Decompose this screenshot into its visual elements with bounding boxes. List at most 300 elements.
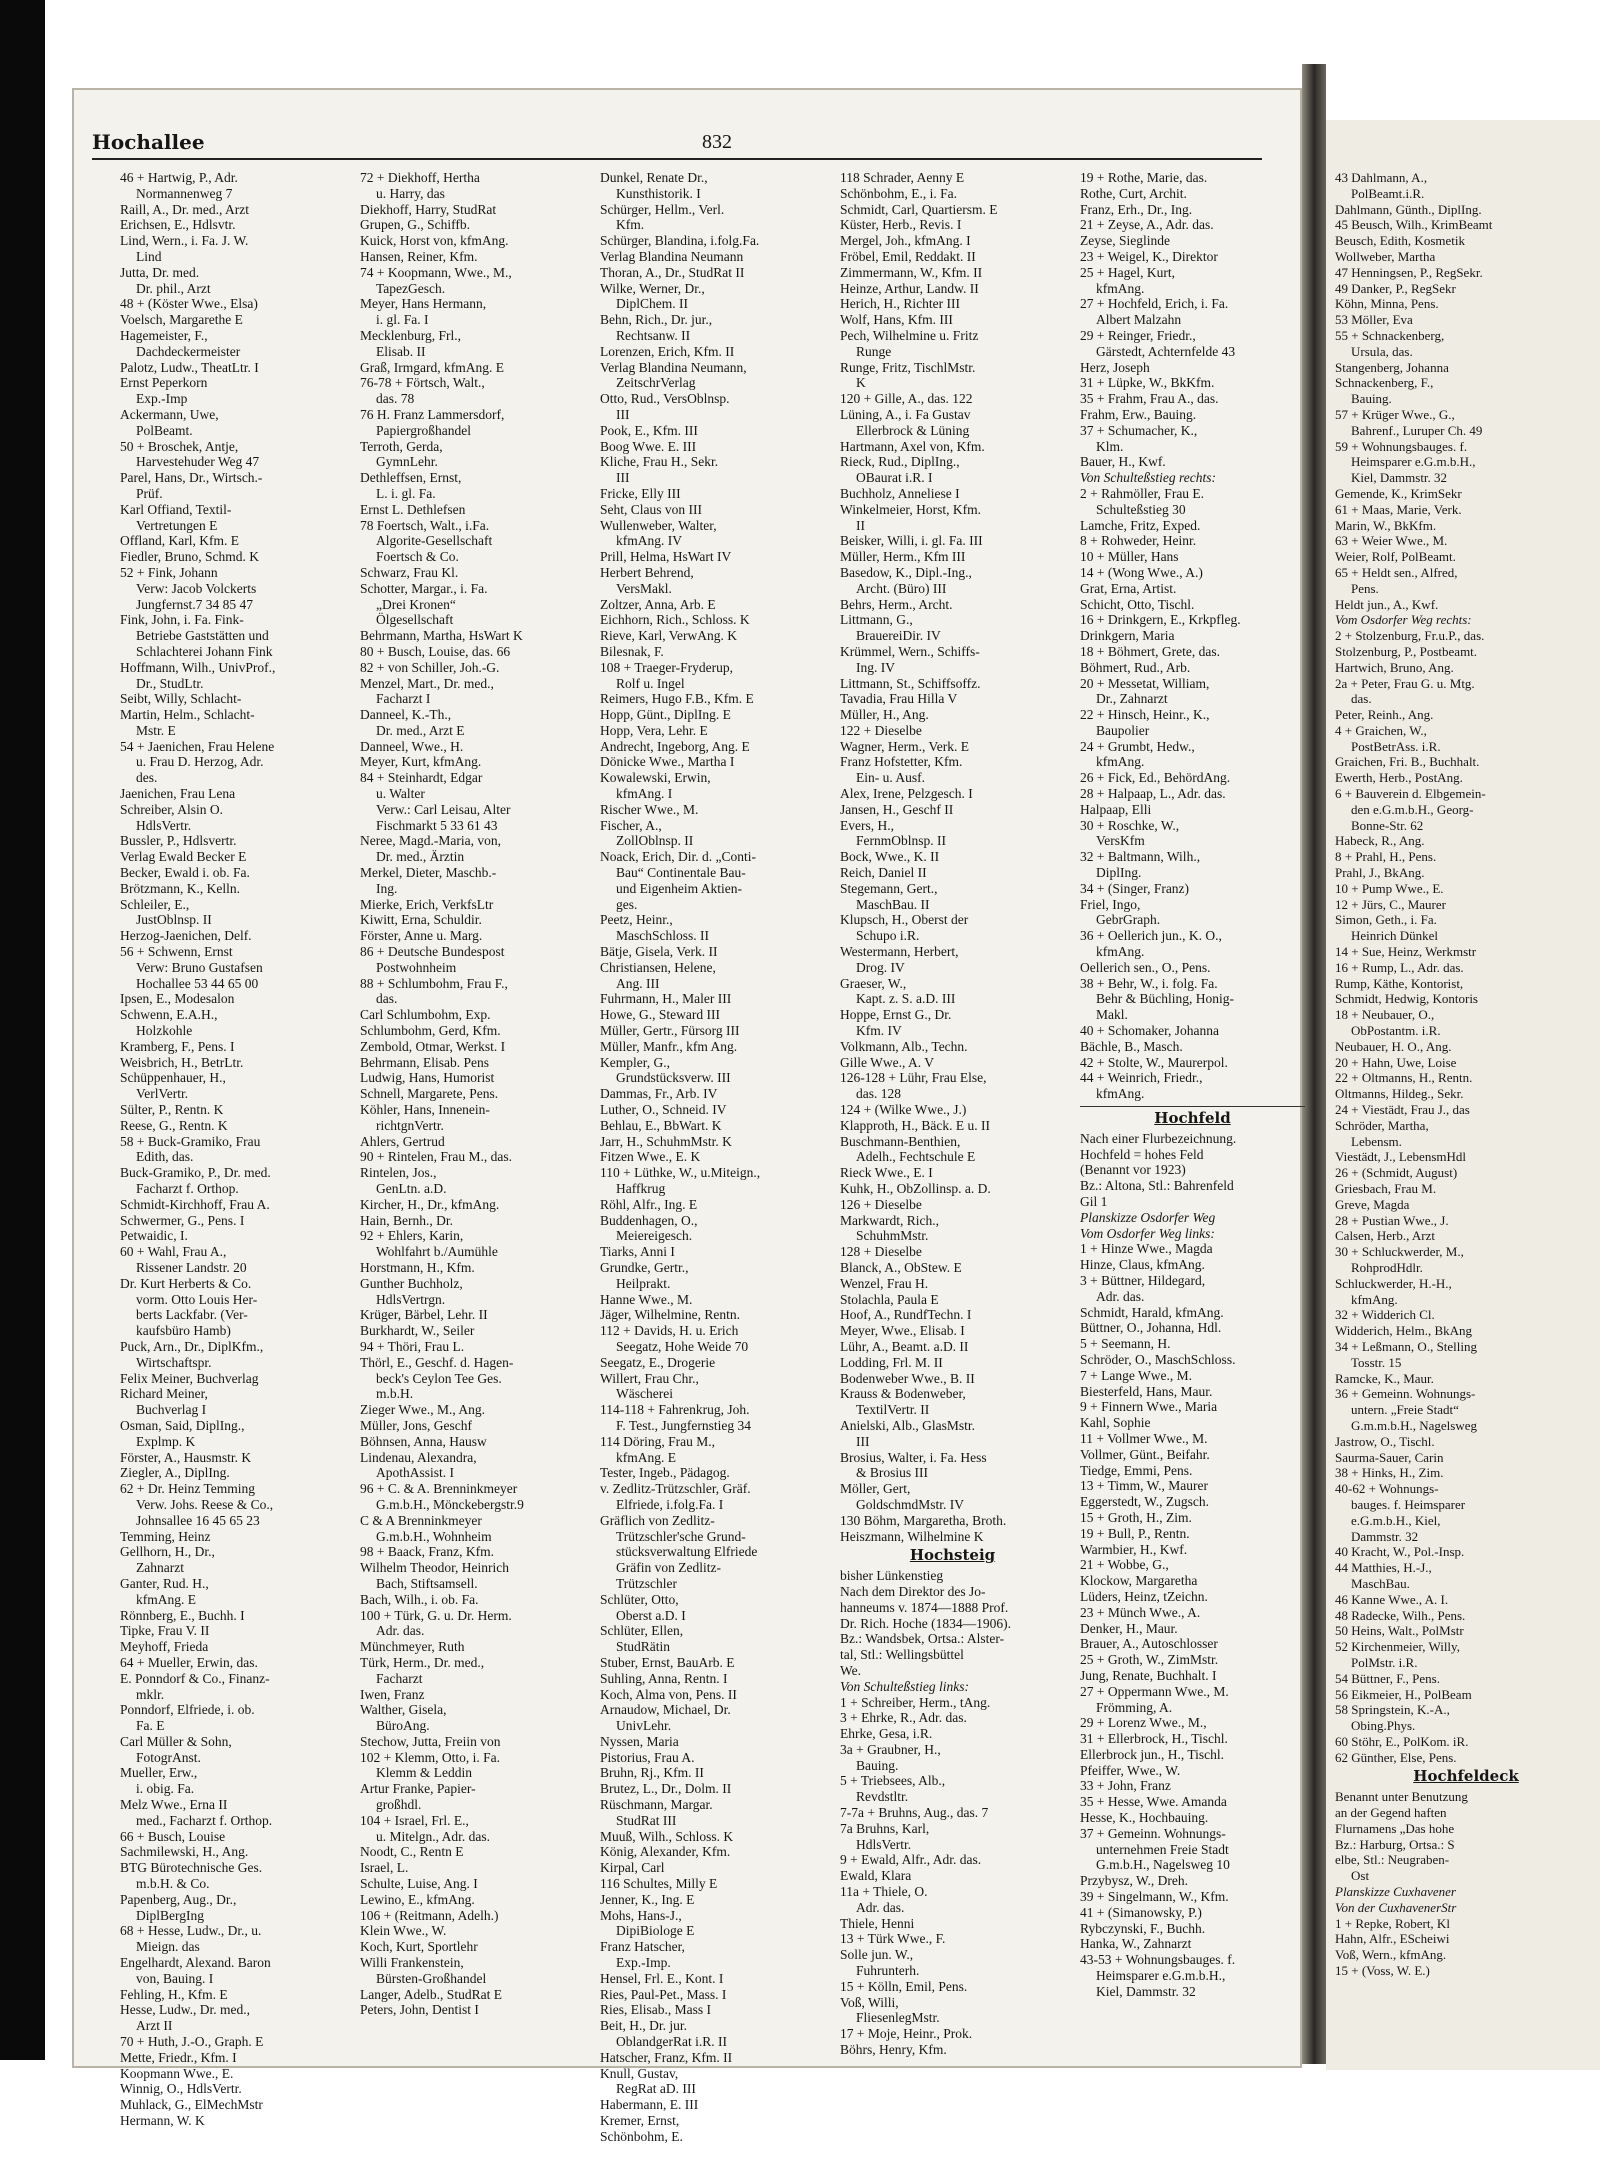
book-spine (1302, 64, 1326, 2064)
directory-entry: u. Walter (376, 786, 425, 802)
directory-entry: Förster, Anne u. Marg. (360, 928, 483, 944)
directory-entry: Palotz, Ludw., TheatLtr. I (120, 359, 259, 375)
directory-entry: Jutta, Dr. med. (120, 264, 200, 280)
directory-entry: „Drei Kronen“ (376, 596, 456, 612)
directory-entry: Hopp, Günt., DiplIng. E (600, 707, 731, 723)
directory-entry: Meyhoff, Frieda (120, 1639, 209, 1655)
directory-entry: Schupo i.R. (856, 928, 920, 944)
directory-entry: Halpaap, Elli (1080, 801, 1152, 817)
directory-entry: Kuick, Horst von, kfmAng. (360, 233, 509, 249)
directory-entry: Vom Osdorfer Weg rechts: (1335, 612, 1472, 628)
section-divider (1080, 1106, 1305, 1107)
directory-entry: Haffkrug (616, 1181, 666, 1196)
directory-entry: Noodt, C., Rentn E (360, 1844, 464, 1860)
directory-entry: 50 + Broschek, Antje, (120, 438, 239, 454)
directory-entry: 44 + Weinrich, Friedr., (1080, 1070, 1203, 1086)
directory-entry: Rybczynski, F., Buchh. (1080, 1920, 1206, 1936)
directory-entry: GymnLehr. (376, 454, 438, 470)
directory-entry: 17 + Moje, Heinr., Prok. (840, 2026, 973, 2042)
directory-entry: BüroAng. (376, 1718, 430, 1734)
directory-entry: Algorite-Gesellschaft (376, 533, 493, 549)
directory-entry: Schlumbohm, Gerd, Kfm. (360, 1023, 501, 1039)
directory-entry: Grundke, Gertr., (600, 1259, 689, 1275)
directory-entry: Facharzt I (376, 691, 431, 707)
directory-entry: e.G.m.b.H., Kiel, (1351, 1512, 1441, 1528)
directory-entry: Normannenweg 7 (136, 185, 233, 201)
directory-entry: untern. „Freie Stadt“ (1351, 1402, 1459, 1418)
directory-entry: Krümmel, Wern., Schiffs- (840, 643, 980, 659)
directory-entry: Buck-Gramiko, P., Dr. med. (120, 1165, 271, 1181)
directory-entry: Bruhn, Rj., Kfm. II (600, 1765, 704, 1781)
directory-entry: Dunkel, Renate Dr., (600, 170, 708, 185)
directory-entry: Mohs, Hans-J., (600, 1907, 682, 1923)
directory-entry: Schotter, Margar., i. Fa. (360, 580, 488, 596)
directory-entry: Temming, Heinz (120, 1528, 211, 1544)
directory-entry: das. 128 (856, 1086, 901, 1102)
directory-entry: 96 + C. & A. Brenninkmeyer (360, 1481, 518, 1497)
directory-entry: Kiwitt, Erna, Schuldir. (360, 912, 482, 928)
directory-entry: 37 + Gemeinn. Wohnungs- (1080, 1825, 1226, 1841)
directory-entry: Arnaudow, Michael, Dr. (600, 1702, 731, 1718)
directory-entry: MaschBau. (1351, 1575, 1410, 1591)
directory-entry: Wolf, Hans, Kfm. III (840, 312, 953, 328)
directory-entry: Habeck, R., Ang. (1335, 833, 1425, 849)
directory-entry: Raill, A., Dr. med., Arzt (120, 201, 249, 217)
directory-entry: Buschmann-Benthien, (840, 1133, 961, 1149)
directory-entry: Frahm, Erw., Bauing. (1080, 406, 1197, 422)
directory-entry: Gemende, K., KrimSekr (1335, 485, 1462, 501)
directory-entry: 60 Stöhr, E., PolKom. iR. (1335, 1733, 1469, 1749)
directory-entry: 116 Schultes, Milly E (600, 1876, 718, 1892)
directory-entry: Lebensm. (1351, 1133, 1402, 1149)
directory-entry: ZeitschrVerlag (616, 375, 696, 391)
directory-entry: 25 + Hagel, Kurt, (1080, 264, 1175, 280)
directory-entry: Rischer Wwe., M. (600, 801, 699, 817)
directory-entry: Schwermer, G., Pens. I (120, 1212, 245, 1228)
directory-entry: 32 + Baltmann, Wilh., (1080, 849, 1201, 865)
directory-entry: UnivLehr. (616, 1718, 672, 1734)
directory-entry: Hanne Wwe., M. (600, 1291, 693, 1307)
directory-entry: 56 Eikmeier, H., PolBeam (1335, 1686, 1472, 1702)
directory-entry: Heimsparer e.G.m.b.H., (1096, 1968, 1226, 1984)
directory-entry: Frömming, A. (1096, 1699, 1173, 1715)
directory-entry: Holzkohle (136, 1023, 193, 1039)
directory-entry: Otto, Rud., VersOblnsp. (600, 391, 730, 407)
directory-entry: 47 Henningsen, P., RegSekr. (1335, 264, 1483, 280)
directory-entry: Peters, John, Dentist I (360, 2002, 479, 2018)
directory-entry: 26 + (Schmidt, August) (1335, 1165, 1458, 1181)
directory-entry: 102 + Klemm, Otto, i. Fa. (360, 1749, 500, 1765)
directory-entry: Von Schulteßstieg rechts: (1080, 470, 1216, 486)
directory-entry: Dethleffsen, Ernst, (360, 470, 462, 486)
directory-entry: Parel, Hans, Dr., Wirtsch.- (120, 470, 263, 486)
directory-entry: Tiedge, Emmi, Pens. (1080, 1462, 1193, 1478)
directory-entry: Papiergroßhandel (376, 422, 471, 438)
directory-entry: Meyer, Wwe., Elisab. I (840, 1323, 965, 1339)
directory-entry: 72 + Diekhoff, Hertha (360, 170, 480, 185)
directory-entry: Bauer, H., Kwf. (1080, 454, 1166, 470)
directory-entry: GenLtn. a.D. (376, 1181, 447, 1196)
directory-entry: 38 + Behr, W., i. folg. Fa. (1080, 975, 1218, 991)
directory-entry: Schmidt, Carl, Quartiersm. E (840, 201, 998, 217)
directory-entry: Anielski, Alb., GlasMstr. (840, 1417, 976, 1433)
directory-entry: Fitzen Wwe., E. K (600, 1149, 701, 1165)
directory-entry: 68 + Hesse, Ludw., Dr., u. (120, 1923, 262, 1939)
directory-entry: Prüf. (136, 485, 163, 501)
directory-entry: das. (376, 991, 398, 1007)
directory-entry: Gräflich von Zedlitz- (600, 1512, 715, 1528)
directory-entry: Vom Osdorfer Weg links: (1080, 1225, 1215, 1241)
directory-entry: Pfeiffer, Wwe., W. (1080, 1762, 1181, 1778)
directory-entry: 27 + Hochfeld, Erich, i. Fa. (1080, 296, 1229, 312)
directory-entry: Wenzel, Frau H. (840, 1275, 929, 1291)
directory-entry: Wirtschaftspr. (136, 1354, 212, 1370)
directory-entry: Offland, Karl, Kfm. E (120, 533, 239, 549)
directory-entry: kfmAng. E (136, 1591, 196, 1607)
directory-entry: Von der CuxhavenerStr (1335, 1899, 1457, 1915)
directory-entry: 1 + Schreiber, Herm., tAng. (840, 1694, 991, 1710)
directory-entry: 50 Heins, Walt., PolMstr (1335, 1623, 1464, 1639)
directory-entry: Seegatz, Hohe Weide 70 (616, 1338, 749, 1354)
directory-entry: 2a + Peter, Frau G. u. Mtg. (1335, 675, 1475, 691)
directory-entry: m.b.H. & Co. (136, 1876, 210, 1892)
directory-entry: u. Mitelgn., Adr. das. (376, 1828, 490, 1844)
directory-entry: 15 + Groth, H., Zim. (1080, 1509, 1192, 1525)
directory-entry: u. Harry, das (376, 185, 445, 201)
directory-entry: i. obig. Fa. (136, 1781, 195, 1797)
directory-entry: Flurnamens „Das hohe (1335, 1820, 1455, 1836)
directory-entry: Müller, Jons, Geschf (360, 1417, 472, 1433)
directory-entry: Fricke, Elly III (600, 485, 681, 501)
directory-entry: 10 + Pump Wwe., E. (1335, 880, 1444, 896)
directory-entry: Runge (856, 343, 892, 359)
directory-entry: ApothAssist. I (376, 1465, 455, 1481)
directory-entry: 4 + Graichen, W., (1335, 722, 1427, 738)
directory-entry: Kunsthistorik. I (616, 185, 701, 201)
directory-entry: Ölgesellschaft (376, 612, 454, 628)
directory-entry: kfmAng. E (616, 1449, 676, 1465)
directory-entry: Elfriede, i.folg.Fa. I (616, 1496, 724, 1512)
directory-entry: 52 + Fink, Johann (120, 564, 218, 580)
directory-entry: 100 + Türk, G. u. Dr. Herm. (360, 1607, 512, 1623)
directory-entry: Facharzt f. Orthop. (136, 1181, 239, 1196)
directory-entry: Boog Wwe. E. III (600, 438, 697, 454)
directory-entry: Klockow, Margaretha (1080, 1573, 1198, 1589)
directory-entry: Ehrke, Gesa, i.R. (840, 1726, 933, 1742)
directory-entry: Adelh., Fechtschule E (856, 1149, 976, 1165)
directory-entry: 88 + Schlumbohm, Frau F., (360, 975, 508, 991)
directory-entry: Kremer, Ernst, (600, 2113, 680, 2129)
directory-entry: Danneel, K.-Th., (360, 707, 452, 723)
directory-entry: Denker, H., Maur. (1080, 1620, 1178, 1636)
directory-entry: Graichen, Fri. B., Buchhalt. (1335, 754, 1480, 770)
directory-entry: Ramcke, K., Maur. (1335, 1370, 1434, 1386)
directory-entry: Lühr, A., Beamt. a.D. II (840, 1338, 969, 1354)
directory-entry: Kiel, Dammstr. 32 (1096, 1983, 1196, 1999)
directory-entry: Krauss & Bodenweber, (840, 1386, 966, 1402)
directory-entry: kfmAng. (1351, 1291, 1398, 1307)
directory-entry: HdlsVertr. (856, 1836, 912, 1852)
directory-entry: Brauer, A., Autoschlosser (1080, 1636, 1218, 1652)
directory-entry: u. Frau D. Herzog, Adr. (136, 754, 264, 770)
directory-entry: Thoran, A., Dr., StudRat II (600, 264, 745, 280)
directory-entry: Fehling, H., Kfm. E (120, 1986, 228, 2002)
directory-entry: Horstmann, H., Kfm. (360, 1259, 475, 1275)
directory-entry: Papenberg, Aug., Dr., (120, 1891, 237, 1907)
directory-entry: Becker, Ewald i. ob. Fa. (120, 865, 250, 881)
directory-entry: König, Alexander, Kfm. (600, 1844, 731, 1860)
directory-entry: 86 + Deutsche Bundespost (360, 944, 505, 960)
directory-entry: Hopp, Vera, Lehr. E (600, 722, 708, 738)
directory-entry: DipiBiologe E (616, 1923, 695, 1939)
directory-entry: Seibt, Willy, Schlacht- (120, 691, 242, 707)
directory-entry: Reese, G., Rentn. K (120, 1117, 228, 1133)
directory-entry: Kircher, H., Dr., kfmAng. (360, 1196, 500, 1212)
directory-entry: Rönnberg, E., Buchh. I (120, 1607, 245, 1623)
directory-entry: 80 + Busch, Louise, das. 66 (360, 643, 511, 659)
directory-entry: 59 + Wohnungsbauges. f. (1335, 438, 1468, 454)
directory-entry: Neubauer, H. O., Ang. (1335, 1038, 1452, 1054)
directory-entry: Littmann, G., (840, 612, 913, 628)
directory-entry: Bussler, P., Hdlsvertr. (120, 833, 237, 849)
directory-entry: Exp.-Imp. (616, 1955, 671, 1971)
directory-entry: Ziegler, A., DiplIng. (120, 1465, 230, 1481)
directory-entry: C & A Brenninkmeyer (360, 1512, 482, 1528)
directory-entry: Artur Franke, Papier- (360, 1781, 476, 1797)
directory-entry: 8 + Prahl, H., Pens. (1335, 849, 1437, 865)
directory-entry: Schürger, Hellm., Verl. (600, 201, 725, 217)
directory-entry: Martin, Helm., Schlacht- (120, 707, 255, 723)
directory-entry: Runge, Fritz, TischlMstr. (840, 359, 976, 375)
directory-entry: stücksverwaltung Elfriede (616, 1544, 758, 1560)
directory-entry: Dönicke Wwe., Martha I (600, 754, 735, 770)
directory-entry: 18 + Neubauer, O., (1335, 1007, 1435, 1023)
directory-entry: Merkel, Dieter, Maschb.- (360, 865, 497, 881)
directory-entry: Bahrenf., Luruper Ch. 49 (1351, 422, 1483, 438)
directory-entry: Müller, H., Ang. (840, 707, 929, 723)
directory-entry: Heinze, Arthur, Landw. II (840, 280, 979, 296)
column-1 (120, 170, 345, 2129)
directory-entry: G.m.b.H., Nagelsweg 10 (1096, 1857, 1230, 1873)
directory-entry: Carl Müller & Sohn, (120, 1733, 232, 1749)
directory-entry: Koch, Kurt, Sportlehr (360, 1939, 478, 1955)
directory-entry: Kiel, Dammstr. 32 (1351, 470, 1448, 486)
directory-entry: Lewino, E., kfmAng. (360, 1891, 475, 1907)
column-5-entries (1080, 170, 1305, 1102)
directory-entry: III (616, 406, 630, 422)
directory-entry: StudRätin (616, 1639, 671, 1655)
directory-entry: Greve, Magda (1335, 1196, 1410, 1212)
directory-entry: kfmAng. (1096, 1086, 1145, 1102)
directory-entry: II (856, 517, 865, 533)
directory-entry: ges. (616, 896, 638, 912)
directory-entry: 124 + (Wilke Wwe., J.) (840, 1102, 967, 1118)
directory-entry: OblandgerRat i.R. II (616, 2034, 727, 2050)
directory-entry: v. Zedlitz-Trützschler, Gräf. (600, 1481, 751, 1497)
directory-entry: 7a Bruhns, Karl, (840, 1820, 930, 1836)
directory-entry: kfmAng. (1096, 944, 1145, 960)
directory-entry: 64 + Mueller, Erwin, das. (120, 1654, 258, 1670)
directory-entry: Ponndorf, Elfriede, i. ob. (120, 1702, 255, 1718)
directory-entry: 5 + Seemann, H. (1080, 1336, 1171, 1352)
directory-entry: 36 + Oellerich jun., K. O., (1080, 928, 1222, 944)
directory-entry: Ganter, Rud. H., (120, 1575, 209, 1591)
directory-entry: Krüger, Bärbel, Lehr. II (360, 1307, 488, 1323)
directory-entry: Oberst a.D. I (616, 1607, 686, 1623)
directory-entry: RegRat aD. III (616, 2081, 696, 2097)
directory-entry: Puck, Arn., Dr., DiplKfm., (120, 1338, 264, 1354)
directory-entry: Behrmann, Elisab. Pens (360, 1054, 489, 1070)
directory-entry: Wäscherei (616, 1386, 673, 1402)
directory-entry: des. (136, 770, 158, 786)
directory-entry: Röhl, Alfr., Ing. E (600, 1196, 698, 1212)
directory-entry: 90 + Rintelen, Frau M., das. (360, 1149, 512, 1165)
directory-entry: Franz Hofstetter, Kfm. (840, 754, 963, 770)
directory-entry: 11 + Vollmer Wwe., M. (1080, 1430, 1208, 1446)
directory-entry: Ursula, das. (1351, 343, 1413, 359)
street-title: Hochallee (92, 130, 205, 154)
directory-entry: Herzog-Jaenichen, Delf. (120, 928, 252, 944)
directory-entry: Drog. IV (856, 959, 905, 975)
directory-entry: Klemm & Leddin (376, 1765, 472, 1781)
directory-entry: Hanka, W., Zahnarzt (1080, 1936, 1192, 1952)
directory-entry: Rüschmann, Margar. (600, 1797, 713, 1813)
directory-entry: Baupolier (1096, 722, 1150, 738)
directory-entry: Dr. med., Ärztin (376, 849, 465, 865)
directory-entry: Gellhorn, H., Dr., (120, 1544, 215, 1560)
directory-entry: kaufsbüro Hamb) (136, 1323, 231, 1339)
directory-entry: Ewerth, Herb., PostAng. (1335, 770, 1463, 786)
directory-entry: 14 + (Wong Wwe., A.) (1080, 564, 1203, 580)
directory-entry: Bürsten-Großhandel (376, 1970, 487, 1986)
directory-entry: Albert Malzahn (1096, 312, 1182, 328)
section-heading-hochsteig: Hochsteig (909, 1548, 996, 1565)
directory-entry: Schlüter, Ellen, (600, 1623, 684, 1639)
directory-entry: 56 + Schwenn, Ernst (120, 944, 233, 960)
directory-entry: Jung, Renate, Buchhalt. I (1080, 1667, 1217, 1683)
directory-entry: Friel, Ingo, (1080, 896, 1141, 912)
section-heading-hochfeldeck: Hochfeldeck (1413, 1769, 1519, 1786)
directory-entry: Wohlfahrt b./Aumühle (376, 1244, 498, 1260)
directory-entry: Hartwich, Bruno, Ang. (1335, 659, 1454, 675)
directory-entry: Suhling, Anna, Rentn. I (600, 1670, 728, 1686)
directory-entry: 108 + Traeger-Fryderup, (600, 659, 733, 675)
directory-entry: Burkhardt, W., Seiler (360, 1323, 475, 1339)
directory-entry: Widderich, Helm., BkAng (1335, 1323, 1473, 1339)
directory-entry: 28 + Halpaap, L., Adr. das. (1080, 786, 1226, 802)
directory-entry: Schluckwerder, H.-H., (1335, 1275, 1452, 1291)
directory-entry: Ackermann, Uwe, (120, 406, 219, 422)
directory-entry: ZollOblnsp. II (616, 833, 694, 849)
directory-entry: Hermann, W. K (120, 2113, 205, 2129)
directory-entry: Schleiler, E., (120, 896, 190, 912)
directory-entry: Drinkgern, Maria (1080, 628, 1175, 644)
directory-entry: Volkmann, Alb., Techn. (840, 1038, 968, 1054)
directory-entry: FotogrAnst. (136, 1749, 201, 1765)
directory-entry: Ost (1351, 1868, 1370, 1884)
directory-entry: 1 + Hinze Wwe., Magda (1080, 1241, 1213, 1257)
directory-entry: 122 + Dieselbe (840, 722, 922, 738)
directory-entry: Warmbier, H., Kwf. (1080, 1541, 1188, 1557)
directory-entry: 24 + Viestädt, Frau J., das (1335, 1102, 1470, 1118)
directory-entry: Muuß, Wilh., Schloss. K (600, 1828, 734, 1844)
directory-entry: Verw: Jacob Volckerts (136, 580, 257, 596)
directory-entry: Zimmermann, W., Kfm. II (840, 264, 983, 280)
directory-entry: Diekhoff, Harry, StudRat (360, 201, 497, 217)
directory-entry: Graß, Irmgard, kfmAng. E (360, 359, 504, 375)
directory-entry: FliesenlegMstr. (856, 2010, 940, 2026)
directory-entry: Dr., StudLtr. (136, 675, 204, 691)
directory-entry: hanneums v. 1874—1888 Prof. (840, 1599, 1009, 1615)
directory-entry: 49 Danker, P., RegSekr (1335, 280, 1456, 296)
directory-entry: Köhn, Minna, Pens. (1335, 296, 1439, 312)
directory-entry: Neree, Magd.-Maria, von, (360, 833, 501, 849)
directory-entry: Meyer, Hans Hermann, (360, 296, 487, 312)
directory-entry: Gunther Buchholz, (360, 1275, 463, 1291)
directory-entry: Rieck, Rud., DiplIng., (840, 454, 960, 470)
directory-entry: Bächle, B., Masch. (1080, 1038, 1183, 1054)
directory-entry: GebrGraph. (1096, 912, 1161, 928)
directory-entry: Verlag Ewald Becker E (120, 849, 247, 865)
directory-entry: Voß, Wern., kfmAng. (1335, 1947, 1447, 1963)
directory-entry: Engelhardt, Alexand. Baron (120, 1955, 271, 1971)
directory-entry: Klein Wwe., W. (360, 1923, 447, 1939)
directory-entry: Revdstltr. (856, 1789, 909, 1805)
directory-entry: Oellerich sen., O., Pens. (1080, 959, 1211, 975)
directory-entry: Bonne-Str. 62 (1351, 817, 1424, 833)
directory-entry: 46 + Hartwig, P., Adr. (120, 170, 238, 185)
directory-entry: Muhlack, G., ElMechMstr (120, 2097, 263, 2113)
directory-entry: 76 H. Franz Lammersdorf, (360, 406, 505, 422)
directory-entry: 46 Kanne Wwe., A. I. (1335, 1591, 1449, 1607)
directory-entry: Ang. III (616, 975, 660, 991)
directory-entry: Christiansen, Helene, (600, 959, 716, 975)
directory-entry: Gil 1 (1080, 1194, 1108, 1209)
directory-entry: Buddenhagen, O., (600, 1212, 698, 1228)
directory-entry: Kliche, Frau H., Sekr. (600, 454, 719, 470)
directory-entry: elbe, Stl.: Neugraben- (1335, 1852, 1450, 1868)
directory-entry: BrauereiDir. IV (856, 628, 941, 644)
directory-entry: 40 + Schomaker, Johanna (1080, 1023, 1220, 1039)
directory-entry: Langer, Adelb., StudRat E (360, 1986, 502, 2002)
hochsteig-entries (840, 1568, 1065, 2058)
directory-entry: Pistorius, Frau A. (600, 1749, 695, 1765)
directory-entry: Archt. (Büro) III (856, 580, 947, 596)
directory-entry: 7 + Lange Wwe., M. (1080, 1367, 1192, 1383)
directory-entry: 2 + Rahmöller, Frau E. (1080, 485, 1205, 501)
directory-entry: Littmann, St., Schiffsoffz. (840, 675, 981, 691)
directory-entry: Kempler, G., (600, 1054, 670, 1070)
directory-entry: Biesterfeld, Hans, Maur. (1080, 1383, 1213, 1399)
page-header (92, 118, 1262, 160)
column-6-entries (1335, 170, 1597, 1765)
directory-entry: 54 + Jaenichen, Frau Helene (120, 738, 275, 754)
directory-entry: Behlau, E., BbWart. K (600, 1117, 722, 1133)
directory-entry: Makl. (1096, 1007, 1128, 1023)
directory-entry: Hesse, K., Hochbauing. (1080, 1810, 1209, 1826)
directory-entry: Mieign. das (136, 1939, 200, 1955)
column-4 (840, 170, 1065, 2058)
directory-entry: Ing. (376, 880, 398, 896)
directory-entry: Böhmert, Rud., Arb. (1080, 659, 1191, 675)
directory-entry: Prahl, J., BkAng. (1335, 865, 1425, 881)
directory-entry: Pech, Wilhelmine u. Fritz (840, 327, 979, 343)
directory-entry: Wilhelm Theodor, Heinrich (360, 1560, 510, 1576)
directory-entry: Bach, Wilh., i. ob. Fa. (360, 1591, 479, 1607)
directory-entry: Stuber, Ernst, BauArb. E (600, 1654, 735, 1670)
directory-entry: 35 + Hesse, Wwe. Amanda (1080, 1794, 1227, 1810)
directory-entry: 37 + Schumacher, K., (1080, 422, 1198, 438)
